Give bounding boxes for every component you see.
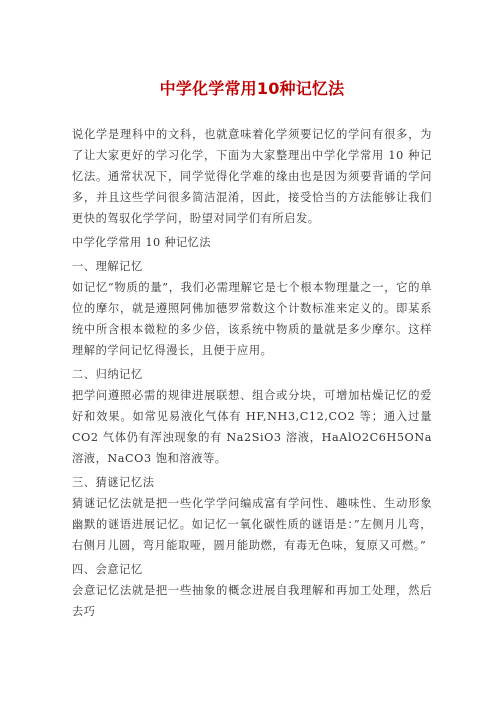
section-heading-3: 三、猜谜记忆法 <box>72 476 155 489</box>
section-body-2: 把学问遵照必需的规律进展联想、组合或分块，可增加枯燥记忆的爱好和效果。如常见易液化气体有 HF,NH3,C12,CO2 等；通入过量 CO2 气体仍有浑浊现象的有 Na2SiO3 溶液，HaAlO2C6H5ONa 溶液，NaCO3 饱和溶液等。 <box>72 389 432 465</box>
section-body-3: 猜谜记忆法就是把一些化学学问编成富有学问性、趣味性、生动形象幽默的谜语进展记忆。如记忆一氧化碳性质的谜语是：”左侧月儿弯，右侧月儿圆，弯月能取哑，圆月能助燃，有毒无色味，复原又可燃。” <box>72 497 432 552</box>
section-heading-4: 四、会意记忆 <box>72 563 143 576</box>
section-heading-2: 二、归纳记忆 <box>72 368 143 381</box>
section-body-4: 会意记忆法就是把一些抽象的概念进展自我理解和再加工处理，然后去巧 <box>72 584 432 618</box>
document-title: 中学化学常用10种记忆法 <box>159 79 345 98</box>
section-body-1: 如记忆“物质的量”，我们必需理解它是七个根本物理量之一，它的单位的摩尔，就是遵照阿佛加德罗常数这个计数标准来定义的。即某系统中所含根本微粒的多少倍，该系统中物质的量就是多少摩尔。这样理解的学问记忆得漫长，且便于应用。 <box>72 281 432 357</box>
document-page <box>72 70 432 622</box>
section-heading-1: 一、理解记忆 <box>72 260 143 273</box>
intro-paragraph: 说化学是理科中的文科，也就意味着化学须要记忆的学问有很多，为了让大家更好的学习化学，下面为大家整理出中学化学常用 10 种记忆法。通常状况下，同学觉得化学难的缘由也是因为须要背诵的学问多，并且这些学问很多简洁混淆，因此，接受恰当的方法能够让我们更快的驾驭化学学问，盼望对同学们有所启发。 <box>72 128 432 225</box>
document-subtitle: 中学化学常用 10 种记忆法 <box>72 236 211 249</box>
